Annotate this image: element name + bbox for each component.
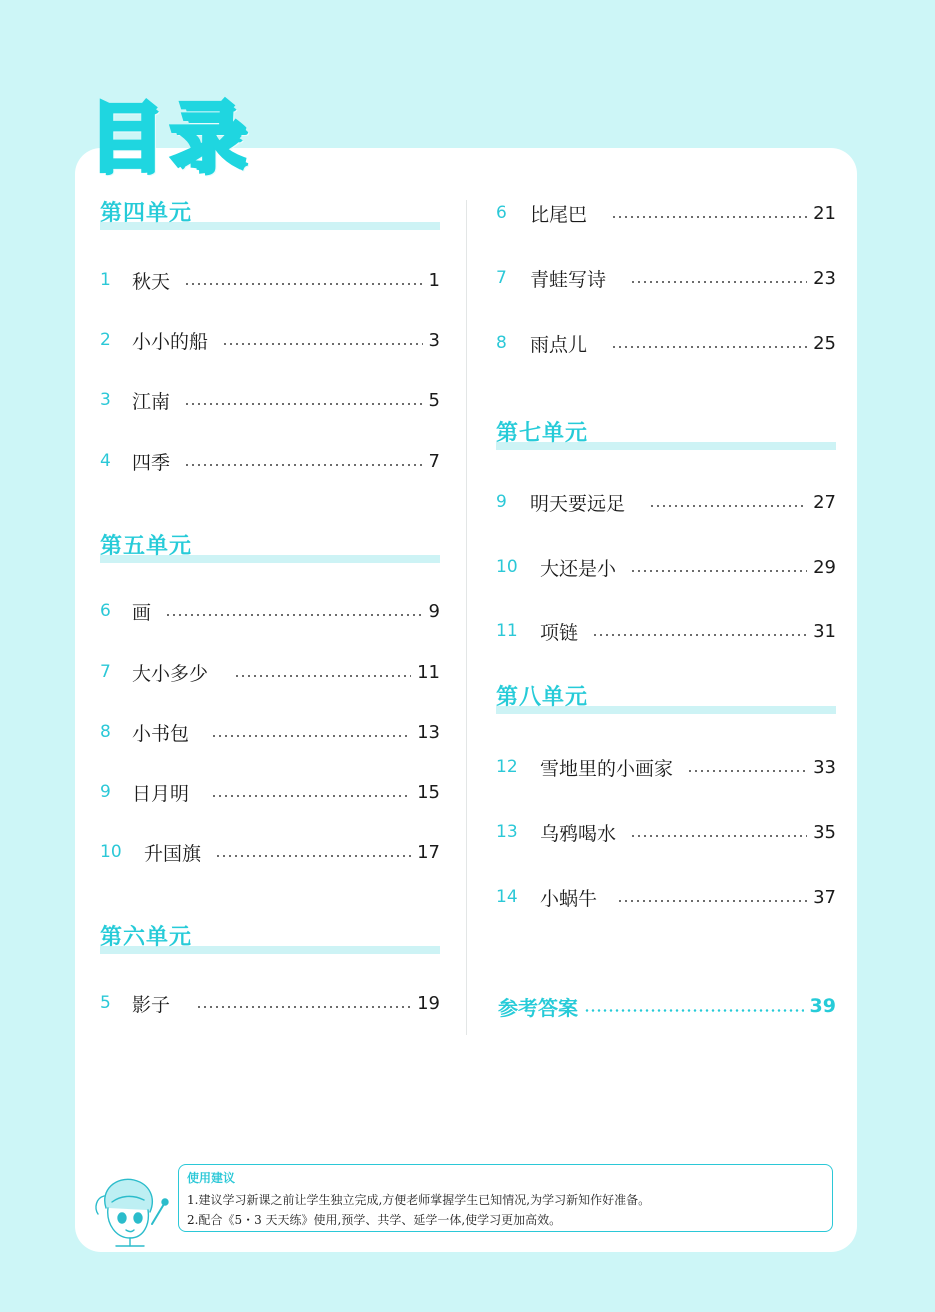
page-number: 13: [417, 721, 440, 743]
page-number: 33: [813, 756, 836, 778]
lesson-number: 1: [100, 270, 111, 290]
page-title: 目录: [88, 93, 252, 182]
unit-heading-label: 第五单元: [100, 533, 193, 559]
leader-dots: [649, 505, 807, 507]
page-number: 5: [428, 389, 440, 411]
toc-entry[interactable]: [100, 717, 440, 747]
lesson-number: 8: [100, 722, 111, 742]
toc-entry[interactable]: [100, 657, 440, 687]
lesson-number: 12: [496, 757, 518, 777]
leader-dots: [211, 795, 411, 797]
page-number: 17: [417, 841, 440, 863]
lesson-number: 9: [496, 492, 507, 512]
unit-heading-label: 第七单元: [496, 420, 589, 446]
page-number: 27: [813, 491, 836, 513]
unit-heading-label: 第八单元: [496, 684, 589, 710]
lesson-number: 13: [496, 822, 518, 842]
lesson-number: 8: [496, 333, 507, 353]
unit-heading-8: [496, 680, 836, 720]
unit-heading-label: 第六单元: [100, 924, 193, 950]
lesson-title: 小小的船: [132, 330, 209, 353]
page-number: 11: [417, 661, 440, 683]
answer-key-entry[interactable]: [498, 990, 836, 1022]
toc-entry[interactable]: [100, 385, 440, 415]
toc-entry[interactable]: [100, 837, 440, 867]
lesson-number: 4: [100, 451, 111, 471]
page-number: 23: [813, 267, 836, 289]
page-number: 19: [417, 992, 440, 1014]
toc-entry[interactable]: [496, 328, 836, 358]
lesson-number: 6: [100, 601, 111, 621]
leader-dots: [617, 900, 807, 902]
unit-heading-6: [100, 920, 440, 960]
unit-heading-7: [496, 416, 836, 456]
leader-dots: [184, 403, 423, 405]
usage-tips-box: [178, 1164, 833, 1232]
mascot-illustration: [86, 1168, 176, 1252]
toc-entry[interactable]: [496, 263, 836, 293]
column-divider: [466, 200, 467, 1035]
lesson-title: 江南: [132, 390, 171, 413]
lesson-title: 升国旗: [144, 842, 202, 865]
lesson-number: 14: [496, 887, 518, 907]
unit-heading-4: [100, 196, 440, 236]
lesson-title: 明天要远足: [530, 492, 626, 515]
lesson-title: 画: [132, 601, 152, 624]
leader-dots: [592, 634, 807, 636]
page-number: 3: [428, 329, 440, 351]
toc-entry[interactable]: [100, 777, 440, 807]
leader-dots: [234, 675, 411, 677]
usage-tip-1: 1.建议学习新课之前让学生独立完成,方便老师掌握学生已知情况,为学习新知作好准备。: [187, 1193, 651, 1207]
lesson-title: 青蛙写诗: [530, 268, 607, 291]
toc-entry[interactable]: [496, 616, 836, 646]
lesson-title: 项链: [540, 621, 579, 644]
lesson-title: 比尾巴: [530, 203, 588, 226]
lesson-number: 2: [100, 330, 111, 350]
toc-entry[interactable]: [496, 487, 836, 517]
lesson-number: 3: [100, 390, 111, 410]
toc-entry[interactable]: [100, 988, 440, 1018]
toc-entry[interactable]: [496, 552, 836, 582]
usage-tip-2: 2.配合《5・3 天天练》使用,预学、共学、延学一体,使学习更加高效。: [187, 1213, 562, 1227]
lesson-number: 5: [100, 993, 111, 1013]
lesson-number: 7: [496, 268, 507, 288]
lesson-title: 雨点儿: [530, 333, 588, 356]
leader-dots: [222, 343, 423, 345]
toc-entry[interactable]: [496, 198, 836, 228]
lesson-title: 大小多少: [132, 662, 209, 685]
leader-dots: [611, 346, 807, 348]
toc-title-block: [82, 88, 272, 188]
lesson-number: 10: [496, 557, 518, 577]
page-number: 25: [813, 332, 836, 354]
lesson-number: 7: [100, 662, 111, 682]
page-number: 7: [428, 450, 440, 472]
lesson-title: 乌鸦喝水: [540, 822, 617, 845]
toc-entry[interactable]: [496, 882, 836, 912]
page-number: 21: [813, 202, 836, 224]
toc-entry[interactable]: [100, 596, 440, 626]
leader-dots: [630, 570, 807, 572]
lesson-title: 秋天: [132, 270, 171, 293]
lesson-title: 雪地里的小画家: [540, 757, 674, 780]
toc-entry[interactable]: [496, 817, 836, 847]
lesson-title: 小蜗牛: [540, 887, 598, 910]
leader-dots: [184, 283, 423, 285]
answer-key-page: 39: [809, 995, 836, 1017]
lesson-title: 日月明: [132, 782, 190, 805]
unit-heading-label: 第四单元: [100, 200, 193, 226]
lesson-title: 小书包: [132, 722, 190, 745]
leader-dots: [630, 281, 807, 283]
page-number: 35: [813, 821, 836, 843]
leader-dots: [196, 1006, 411, 1008]
lesson-number: 11: [496, 621, 518, 641]
usage-tips-title: 使用建议: [187, 1171, 236, 1185]
page-number: 37: [813, 886, 836, 908]
answer-key-label: 参考答案: [498, 995, 578, 1020]
toc-entry[interactable]: [100, 446, 440, 476]
page-number: 29: [813, 556, 836, 578]
page-number: 15: [417, 781, 440, 803]
lesson-title: 四季: [132, 451, 171, 474]
leader-dots: [611, 216, 807, 218]
toc-entry[interactable]: [496, 752, 836, 782]
leader-dots: [184, 464, 423, 466]
page-number: 9: [428, 600, 440, 622]
unit-heading-5: [100, 529, 440, 569]
lesson-number: 6: [496, 203, 507, 223]
page-number: 1: [428, 269, 440, 291]
lesson-title: 大还是小: [540, 557, 617, 580]
toc-entry[interactable]: [100, 325, 440, 355]
lesson-number: 9: [100, 782, 111, 802]
page-number: 31: [813, 620, 836, 642]
lesson-title: 影子: [132, 993, 171, 1016]
lesson-number: 10: [100, 842, 122, 862]
leader-dots: [687, 770, 807, 772]
leader-dots: [165, 614, 423, 616]
leader-dots: [584, 1009, 804, 1012]
toc-entry[interactable]: [100, 265, 440, 295]
leader-dots: [215, 855, 411, 857]
leader-dots: [630, 835, 807, 837]
leader-dots: [211, 735, 411, 737]
